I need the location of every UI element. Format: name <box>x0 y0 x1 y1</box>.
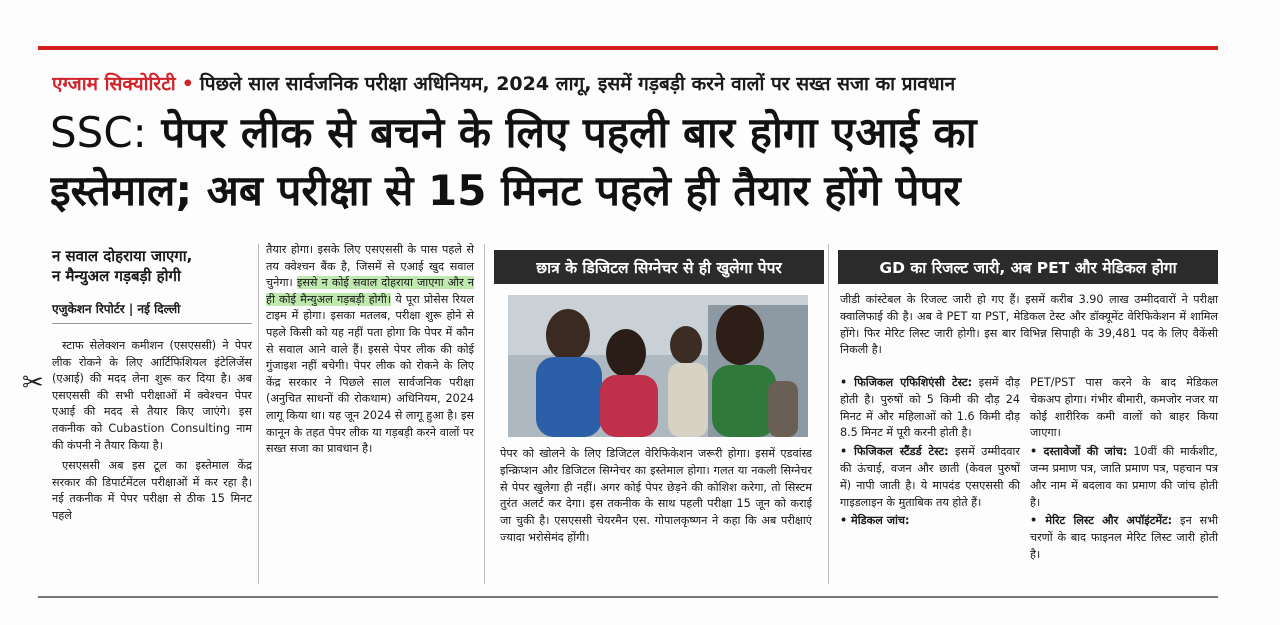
bottom-rule <box>38 596 1218 598</box>
headline-line-1-text: पेपर लीक से बचने के लिए पहली बार होगा एआई का <box>161 108 977 157</box>
headline <box>50 104 1230 220</box>
article-column-1 <box>52 338 252 529</box>
paragraph-text: ये पूरा प्रोसेस रियल टाइम में होगा। इसका मतलब, परीक्षा शुरू होने से पहले किसी को यह नहीं पता होगा कि पेपर में कौन से सवाल आने वाले हैं। इससे पेपर लीक की कोई गुंजाइश नहीं बचेगी। पेपर लीक को रोकने के लिए केंद्र सरकार ने पिछले साल सार्वजनिक परीक्षा (अनुचित साधनों की रोकथाम) अधिनियम, 2024 लागू किया था। यह जून 2024 से लागू हुआ है। इस कानून के तहत पेपर लीक या गड़बड़ी करने वालों पर सख्त सजा का प्रावधान है। <box>266 292 474 456</box>
column-rule <box>484 244 485 584</box>
kicker-text: पिछले साल सार्वजनिक परीक्षा अधिनियम, 2024 लागू, इसमें गड़बड़ी करने वालों पर सख्त सजा का प्रावधान <box>199 73 956 95</box>
subhead-line-1: न सवाल दोहराया जाएगा, <box>52 247 193 265</box>
box-body-signature: पेपर को खोलने के लिए डिजिटल वेरिफिकेशन जरूरी होगा। इसमें एडवांस्ड इन्क्रिप्शन और डिजिटल सिग्नेचर का इस्तेमाल होगा। गलत या नकली सिग्नेचर से पेपर खुलेगा ही नहीं। अगर कोई पेपर छेड़ने की कोशिश करेगा, तो सिस्टम तुरंत अलर्ट कर देगा। इस तकनीक के साथ पहली परीक्षा 15 जून को कराई जा चुकी है। एसएससी चेयरमैन एस. गोपालकृष्णन ने कहा कि अब परीक्षाएं ज्यादा भरोसेमंद होंगी। <box>500 447 812 544</box>
students-photo <box>508 295 808 437</box>
list-item-text: इन सभी चरणों के बाद फाइनल मेरिट लिस्ट जारी होती है। <box>1030 514 1218 561</box>
gd-steps-column-2 <box>1030 375 1218 566</box>
list-item-title: • मेडिकल जांच: <box>840 514 910 528</box>
headline-line-1 <box>50 104 1230 162</box>
list-item-title: • मेरिट लिस्ट और अपॉइंटमेंट: <box>1030 514 1173 528</box>
paragraph: स्टाफ सेलेक्शन कमीशन (एसएससी) ने पेपर लीक रोकने के लिए आर्टिफिशियल इंटेलिजेंस (एआई) की मदद लेना शुरू कर दिया है। अब एसएससी की सभी परीक्षाओं में क्वेश्चन पेपर एआई की मदद से तैयार किए जाएंगे। इस तकनीक को Cubastion Consulting नाम की कंपनी ने तैयार किया है। <box>52 339 252 452</box>
column-rule <box>828 244 829 584</box>
byline: एजुकेशन रिपोर्टर | नई दिल्ली <box>52 300 252 324</box>
list-item-continued: PET/PST पास करने के बाद मेडिकल चेकअप होगा। गंभीर बीमारी, कमजोर नजर या कोई शारीरिक कमी वालों को बाहर किया जाएगा। <box>1030 376 1218 440</box>
kicker <box>52 70 1222 98</box>
subhead-line-2: न मैन्युअल गड़बड़ी होगी <box>52 267 181 285</box>
list-item-title: • फिजिकल एफिशिएंसी टेस्ट: <box>840 376 973 389</box>
headline-line-2: इस्तेमाल; अब परीक्षा से 15 मिनट पहले ही तैयार होंगे पेपर <box>50 166 961 215</box>
list-item-text: इसमें दौड़ होती है। पुरुषों को 5 किमी की दौड़ 24 मिनट में और महिलाओं को 1.6 किमी दौड़ 8.5 मिनट में पूरी करनी होती है। <box>840 376 1021 440</box>
article-column-2 <box>266 242 474 458</box>
gd-result-intro: जीडी कांस्टेबल के रिजल्ट जारी हो गए हैं। इसमें करीब 3.90 लाख उम्मीदवारों ने परीक्षा क्वालिफाई की है। अब वे PET या PST, मेडिकल टेस्ट और डॉक्यूमेंट वेरिफिकेशन में शामिल होंगे। फिर मेरिट लिस्ट जारी होगी। इस बार विभिन्न सिपाही के 39,481 पद के लिए वैकेंसी निकली है। <box>840 293 1218 357</box>
box-heading-gd-result: GD का रिजल्ट जारी, अब PET और मेडिकल होगा <box>838 250 1218 284</box>
list-item <box>1030 444 1218 511</box>
kicker-bullet: • <box>181 73 194 95</box>
scissors-icon: ✂ <box>22 368 44 398</box>
column-rule <box>258 244 259 584</box>
list-item <box>840 513 1020 530</box>
paragraph-text: तैयार होगा। इसके लिए एसएससी के पास पहले से तय क्वेश्चन बैंक है, जिसमें से एआई खुद सवाल चुनेगा। <box>266 243 474 290</box>
students-photo-illustration <box>508 295 808 437</box>
highlighted-text: इससे न कोई सवाल दोहराया जाएगा और न ही कोई मैन्युअल गड़बड़ी होगी। <box>266 276 474 306</box>
list-item-text: 10वीं की मार्कशीट, जन्म प्रमाण पत्र, जाति प्रमाण पत्र, पहचान पत्र और नाम में बदलाव का प्रमाण की जांच होती है। <box>1030 445 1218 509</box>
paragraph: एसएससी अब इस टूल का इस्तेमाल केंद्र सरकार की डिपार्टमेंटल परीक्षाओं में कर रहा है। नई तकनीक में पेपर परीक्षा से ठीक 15 मिनट पहले <box>52 459 252 522</box>
headline-prefix: SSC: <box>50 108 147 157</box>
kicker-label: एग्जाम सिक्योरिटी <box>52 73 176 95</box>
list-item-text: इसमें उम्मीदवार की ऊंचाई, वजन और छाती (केवल पुरुषों में) नापी जाती है। ये मापदंड एसएससी की गाइडलाइन के मुताबिक तय होते हैं। <box>840 445 1020 509</box>
list-item <box>1030 513 1218 563</box>
gd-steps-column-1 <box>840 375 1020 532</box>
list-item-title: • दस्तावेजों की जांच: <box>1030 445 1128 459</box>
top-rule <box>38 46 1218 50</box>
subhead <box>52 246 252 286</box>
box-heading-signature: छात्र के डिजिटल सिग्नेचर से ही खुलेगा पेपर <box>494 250 824 284</box>
list-item <box>840 444 1020 511</box>
list-item <box>840 375 1020 442</box>
list-item-title: • फिजिकल स्टैंडर्ड टेस्ट: <box>840 445 949 459</box>
